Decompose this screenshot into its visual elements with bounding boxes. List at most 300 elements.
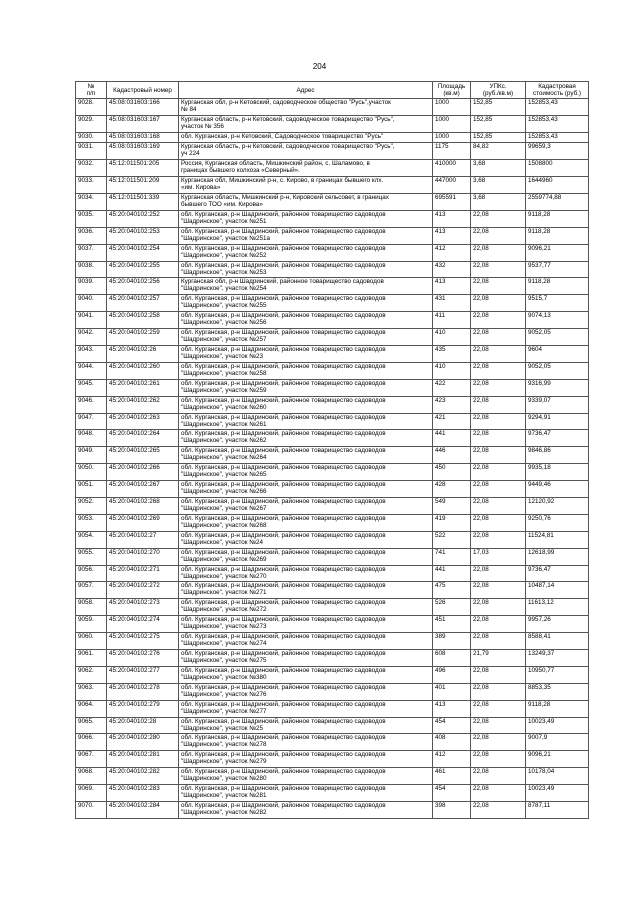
cost-value: 9074,13 — [526, 312, 589, 329]
header-cost: Кадастровая стоимость (руб.) — [526, 82, 589, 99]
row-number: 9066. — [76, 734, 107, 751]
upks-value: 22,08 — [471, 734, 526, 751]
address-line: "Шадринское", участок №282 — [181, 809, 267, 817]
row-number: 9030. — [76, 132, 107, 143]
row-number: 9052. — [76, 497, 107, 514]
row-number: 9063. — [76, 683, 107, 700]
address-cell — [179, 683, 433, 700]
upks-value: 22,08 — [471, 210, 526, 227]
upks-value: 22,08 — [471, 666, 526, 683]
row-number: 9044. — [76, 362, 107, 379]
upks-value: 22,08 — [471, 413, 526, 430]
area-value: 1000 — [433, 115, 471, 132]
address-line: обл. Курганская, р-н Кетовский, Садоводческое товарищество "Русь" — [181, 132, 384, 140]
table-row — [76, 464, 589, 481]
cadastral-number: 45:20:040102:281 — [107, 751, 179, 768]
address-cell — [179, 379, 433, 396]
cadastral-number: 45:20:040102:274 — [107, 616, 179, 633]
cost-value: 13249,37 — [526, 650, 589, 667]
address-line: "Шадринское", участок №262 — [181, 437, 267, 445]
table-row — [76, 447, 589, 464]
address-line: обл. Курганская, р-н Шадринский, районное товарищество садоводов — [181, 261, 386, 269]
area-value: 608 — [433, 650, 471, 667]
area-value: 1000 — [433, 132, 471, 143]
cadastral-number: 45:20:040102:272 — [107, 582, 179, 599]
address-cell — [179, 599, 433, 616]
address-cell — [179, 193, 433, 210]
address-line: "Шадринское", участок №264 — [181, 454, 267, 462]
cost-value: 10023,49 — [526, 785, 589, 802]
address-cell — [179, 278, 433, 295]
cost-value: 9250,76 — [526, 514, 589, 531]
address-cell — [179, 497, 433, 514]
cost-value: 9294,91 — [526, 413, 589, 430]
cost-value: 9096,21 — [526, 751, 589, 768]
row-number: 9035. — [76, 210, 107, 227]
header-address: Адрес — [179, 82, 433, 99]
address-line: "Шадринское", участок №24 — [181, 538, 264, 546]
upks-value: 22,08 — [471, 599, 526, 616]
address-cell — [179, 531, 433, 548]
address-cell — [179, 785, 433, 802]
table-row — [76, 430, 589, 447]
table-row — [76, 362, 589, 379]
row-number: 9058. — [76, 599, 107, 616]
address-cell — [179, 261, 433, 278]
address-line: участок № 356 — [181, 122, 224, 130]
area-value: 446 — [433, 447, 471, 464]
address-line: "Шадринское", участок №275 — [181, 657, 267, 664]
upks-value: 21,79 — [471, 650, 526, 667]
row-number: 9060. — [76, 633, 107, 650]
cost-value: 99659,3 — [526, 143, 589, 160]
address-cell — [179, 633, 433, 650]
upks-value: 22,08 — [471, 396, 526, 413]
table-row — [76, 734, 589, 751]
row-number: 9046. — [76, 396, 107, 413]
address-cell — [179, 177, 433, 194]
cadastral-number: 45:20:040102:278 — [107, 683, 179, 700]
table-row — [76, 193, 589, 210]
area-value: 1175 — [433, 143, 471, 160]
row-number: 9056. — [76, 565, 107, 582]
address-line: Курганская область, р-н Кетовский, садоводческое товарищество "Русь", — [181, 115, 395, 123]
upks-value: 22,08 — [471, 802, 526, 819]
cost-value: 9118,28 — [526, 278, 589, 295]
table-row — [76, 396, 589, 413]
upks-value: 22,08 — [471, 244, 526, 261]
address-line: обл. Курганская, р-н Шадринский, районное товарищество садоводов — [181, 531, 386, 539]
address-line: "Шадринское", участок №251а — [181, 234, 271, 242]
cost-value: 9118,28 — [526, 227, 589, 244]
address-line: "Шадринское", участок №265 — [181, 471, 267, 479]
upks-value: 152,85 — [471, 115, 526, 132]
area-value: 412 — [433, 751, 471, 768]
address-line: обл. Курганская, р-н Шадринский, районное товарищество садоводов — [181, 227, 386, 235]
upks-value: 22,08 — [471, 481, 526, 498]
upks-value: 22,08 — [471, 582, 526, 599]
cost-value: 8588,41 — [526, 633, 589, 650]
upks-value: 22,08 — [471, 497, 526, 514]
table-row — [76, 616, 589, 633]
cost-value: 8853,35 — [526, 683, 589, 700]
address-cell — [179, 514, 433, 531]
address-cell — [179, 616, 433, 633]
address-cell — [179, 447, 433, 464]
area-value: 428 — [433, 481, 471, 498]
cost-value: 9449,46 — [526, 481, 589, 498]
cadastral-number: 45:20:040102:263 — [107, 413, 179, 430]
area-value: 450 — [433, 464, 471, 481]
address-line: обл. Курганская, р-н Шадринский, районное товарищество садоводов — [181, 447, 386, 455]
cadastral-number: 45:20:040102:267 — [107, 481, 179, 498]
cost-value: 152853,43 — [526, 132, 589, 143]
upks-value: 22,08 — [471, 751, 526, 768]
address-line: "Шадринское", участок №278 — [181, 741, 267, 749]
row-number: 9070. — [76, 802, 107, 819]
cadastral-number: 45:20:040102:252 — [107, 210, 179, 227]
table-row — [76, 143, 589, 160]
address-line: «им. Кирова» — [181, 184, 221, 192]
row-number: 9062. — [76, 666, 107, 683]
cost-value: 1644960 — [526, 177, 589, 194]
cost-value: 152853,43 — [526, 99, 589, 116]
cadastral-number: 45:20:040102:282 — [107, 768, 179, 785]
address-cell — [179, 115, 433, 132]
area-value: 454 — [433, 785, 471, 802]
cost-value: 9052,05 — [526, 362, 589, 379]
address-line: "Шадринское", участок №273 — [181, 623, 267, 631]
address-cell — [179, 132, 433, 143]
row-number: 9045. — [76, 379, 107, 396]
address-cell — [179, 768, 433, 785]
cost-value: 10178,04 — [526, 768, 589, 785]
address-line: "Шадринское", участок №266 — [181, 488, 267, 496]
address-cell — [179, 700, 433, 717]
address-cell — [179, 802, 433, 819]
cadastral-number: 45:20:040102:254 — [107, 244, 179, 261]
table-row — [76, 99, 589, 116]
address-line: обл. Курганская, р-н Шадринский, районное товарищество садоводов — [181, 210, 386, 218]
area-value: 461 — [433, 768, 471, 785]
table-row — [76, 514, 589, 531]
area-value: 419 — [433, 514, 471, 531]
cost-value: 8787,11 — [526, 802, 589, 819]
cadastral-number: 45:20:040102:260 — [107, 362, 179, 379]
address-cell — [179, 582, 433, 599]
cadastral-number: 45:12:011501:205 — [107, 160, 179, 177]
address-line: обл. Курганская, р-н Шадринский, районное товарищество садоводов — [181, 329, 386, 337]
cadastral-number: 45:20:040102:266 — [107, 464, 179, 481]
cadastral-number: 45:08:031603:168 — [107, 132, 179, 143]
upks-value: 22,08 — [471, 616, 526, 633]
upks-value: 22,08 — [471, 379, 526, 396]
address-line: "Шадринское", участок №272 — [181, 606, 267, 614]
table-row — [76, 244, 589, 261]
address-line: обл. Курганская, р-н Шадринский, районное товарищество садоводов — [181, 650, 386, 657]
address-line: "Шадринское", участок №251 — [181, 217, 267, 225]
cadastral-number: 45:08:031603:167 — [107, 115, 179, 132]
upks-value: 3,68 — [471, 177, 526, 194]
header-num: № п/п — [76, 82, 107, 99]
address-cell — [179, 464, 433, 481]
address-line: границах бывшего колхоза «Северный». — [181, 167, 300, 175]
address-line: Курганская область, р-н Кетовский, садоводческое товарищество "Русь", — [181, 143, 395, 151]
upks-value: 22,08 — [471, 227, 526, 244]
address-line: "Шадринское", участок №258 — [181, 369, 267, 377]
table-row — [76, 115, 589, 132]
address-line: обл. Курганская, р-н Шадринский, районное товарищество садоводов — [181, 751, 386, 759]
area-value: 441 — [433, 565, 471, 582]
upks-value: 152,85 — [471, 132, 526, 143]
cost-value: 11524,81 — [526, 531, 589, 548]
area-value: 447000 — [433, 177, 471, 194]
address-line: "Шадринское", участок №271 — [181, 589, 267, 597]
cadastral-number: 45:20:040102:255 — [107, 261, 179, 278]
address-line: "Шадринское", участок №380 — [181, 673, 267, 681]
upks-value: 22,08 — [471, 295, 526, 312]
row-number: 9043. — [76, 345, 107, 362]
address-line: обл. Курганская, р-н Шадринский, районное товарищество садоводов — [181, 396, 386, 404]
area-value: 411 — [433, 312, 471, 329]
cost-value: 12618,99 — [526, 548, 589, 565]
address-line: обл. Курганская, р-н Шадринский, районное товарищество садоводов — [181, 633, 386, 641]
upks-value: 22,08 — [471, 768, 526, 785]
area-value: 435 — [433, 345, 471, 362]
cadastral-number: 45:12:011501:209 — [107, 177, 179, 194]
upks-value: 22,08 — [471, 633, 526, 650]
area-value: 522 — [433, 531, 471, 548]
row-number: 9036. — [76, 227, 107, 244]
cost-value: 9846,86 — [526, 447, 589, 464]
table-row — [76, 497, 589, 514]
cost-value: 9096,21 — [526, 244, 589, 261]
row-number: 9065. — [76, 717, 107, 734]
address-line: обл. Курганская, р-н Шадринский, районное товарищество садоводов — [181, 497, 386, 505]
cost-value: 9935,18 — [526, 464, 589, 481]
address-line: "Шадринское", участок №269 — [181, 555, 267, 563]
address-cell — [179, 345, 433, 362]
cost-value: 9007,9 — [526, 734, 589, 751]
row-number: 9042. — [76, 329, 107, 346]
upks-value: 3,68 — [471, 160, 526, 177]
address-line: "Шадринское", участок №276 — [181, 690, 267, 698]
area-value: 408 — [433, 734, 471, 751]
table-row — [76, 548, 589, 565]
row-number: 9038. — [76, 261, 107, 278]
upks-value: 22,08 — [471, 430, 526, 447]
cadastral-number: 45:20:040102:262 — [107, 396, 179, 413]
row-number: 9047. — [76, 413, 107, 430]
area-value: 549 — [433, 497, 471, 514]
address-cell — [179, 565, 433, 582]
row-number: 9040. — [76, 295, 107, 312]
table-row — [76, 565, 589, 582]
address-cell — [179, 244, 433, 261]
cadastral-number: 45:20:040102:271 — [107, 565, 179, 582]
cadastral-number: 45:20:040102:280 — [107, 734, 179, 751]
row-number: 9032. — [76, 160, 107, 177]
address-cell — [179, 329, 433, 346]
row-number: 9059. — [76, 616, 107, 633]
cadastral-number: 45:20:040102:270 — [107, 548, 179, 565]
address-line: обл. Курганская, р-н Шадринский, районное товарищество садоводов — [181, 464, 386, 472]
area-value: 431 — [433, 295, 471, 312]
address-line: обл. Курганская, р-н Шадринский, районное товарищество садоводов — [181, 582, 386, 590]
table-row — [76, 278, 589, 295]
cadastral-number: 45:20:040102:284 — [107, 802, 179, 819]
table-row — [76, 481, 589, 498]
table-row — [76, 329, 589, 346]
address-line: обл. Курганская, р-н Шадринский, районное товарищество садоводов — [181, 717, 386, 725]
address-line: Курганская область, Мишкинский р-н, Кировский сельсовет, в границах — [181, 193, 389, 201]
address-line: "Шадринское", участок №23 — [181, 352, 264, 360]
area-value: 422 — [433, 379, 471, 396]
address-line: обл. Курганская, р-н Шадринский, районное товарищество садоводов — [181, 514, 386, 522]
address-cell — [179, 717, 433, 734]
address-cell — [179, 548, 433, 565]
address-line: "Шадринское", участок №253 — [181, 268, 267, 276]
table-row — [76, 345, 589, 362]
table-row — [76, 379, 589, 396]
cadastral-number: 45:20:040102:269 — [107, 514, 179, 531]
address-line: обл. Курганская, р-н Шадринский, районное товарищество садоводов — [181, 599, 386, 607]
table-row — [76, 582, 589, 599]
table-row — [76, 683, 589, 700]
cadastral-number: 45:20:040102:277 — [107, 666, 179, 683]
row-number: 9069. — [76, 785, 107, 802]
address-line: Россия, Курганская область, Мишкинский район, с. Шаламово, в — [181, 160, 370, 168]
cost-value: 10023,49 — [526, 717, 589, 734]
row-number: 9051. — [76, 481, 107, 498]
cost-value: 9339,07 — [526, 396, 589, 413]
cost-value: 9957,26 — [526, 616, 589, 633]
cadastral-number: 45:20:040102:279 — [107, 700, 179, 717]
upks-value: 22,08 — [471, 278, 526, 295]
cost-value: 2559774,88 — [526, 193, 589, 210]
cadastral-number: 45:20:040102:275 — [107, 633, 179, 650]
cost-value: 9052,05 — [526, 329, 589, 346]
row-number: 9033. — [76, 177, 107, 194]
address-line: Курганская обл, Мишкинский р-н, с. Кирово, в границах бывшего клх. — [181, 177, 384, 185]
upks-value: 22,08 — [471, 785, 526, 802]
area-value: 398 — [433, 802, 471, 819]
row-number: 9057. — [76, 582, 107, 599]
address-line: обл. Курганская, р-н Шадринский, районное товарищество садоводов — [181, 548, 386, 556]
cost-value: 9604 — [526, 345, 589, 362]
area-value: 451 — [433, 616, 471, 633]
area-value: 389 — [433, 633, 471, 650]
area-value: 475 — [433, 582, 471, 599]
area-value: 432 — [433, 261, 471, 278]
upks-value: 22,08 — [471, 362, 526, 379]
table-row — [76, 531, 589, 548]
address-line: обл. Курганская, р-н Шадринский, районное товарищество садоводов — [181, 768, 386, 776]
address-line: обл. Курганская, р-н Шадринский, районное товарищество садоводов — [181, 312, 386, 320]
address-line: обл. Курганская, р-н Шадринский, районное товарищество садоводов — [181, 666, 386, 674]
area-value: 401 — [433, 683, 471, 700]
row-number: 9031. — [76, 143, 107, 160]
address-cell — [179, 666, 433, 683]
address-line: "Шадринское", участок №25 — [181, 724, 264, 732]
table-row — [76, 717, 589, 734]
cadastral-number: 45:12:011501:339 — [107, 193, 179, 210]
upks-value: 84,82 — [471, 143, 526, 160]
upks-value: 22,08 — [471, 683, 526, 700]
address-line: уч 224 — [181, 150, 200, 158]
address-line: обл. Курганская, р-н Шадринский, районное товарищество садоводов — [181, 379, 386, 387]
cadastral-number: 45:20:040102:257 — [107, 295, 179, 312]
area-value: 454 — [433, 717, 471, 734]
address-line: "Шадринское", участок №259 — [181, 386, 267, 394]
address-line: "Шадринское", участок №274 — [181, 640, 267, 648]
row-number: 9068. — [76, 768, 107, 785]
cost-value: 11613,12 — [526, 599, 589, 616]
cost-value: 10487,14 — [526, 582, 589, 599]
table-row — [76, 751, 589, 768]
table-row — [76, 261, 589, 278]
address-line: обл. Курганская, р-н Шадринский, районное товарищество садоводов — [181, 734, 386, 742]
row-number: 9061. — [76, 650, 107, 667]
address-cell — [179, 160, 433, 177]
header-upks: УПКс. (руб./кв.м) — [471, 82, 526, 99]
row-number: 9029. — [76, 115, 107, 132]
area-value: 1000 — [433, 99, 471, 116]
address-line: "Шадринское", участок №279 — [181, 758, 267, 766]
address-line: обл. Курганская, р-н Шадринский, районное товарищество садоводов — [181, 413, 386, 421]
table-header-row — [76, 82, 589, 99]
table-row — [76, 633, 589, 650]
area-value: 413 — [433, 210, 471, 227]
cadastral-number: 45:20:040102:256 — [107, 278, 179, 295]
address-cell — [179, 430, 433, 447]
address-cell — [179, 312, 433, 329]
table-row — [76, 700, 589, 717]
area-value: 526 — [433, 599, 471, 616]
address-line: "Шадринское", участок №261 — [181, 420, 267, 428]
table-row — [76, 312, 589, 329]
address-line: обл. Курганская, р-н Шадринский, районное товарищество садоводов — [181, 295, 386, 303]
cadastral-number: 45:20:040102:27 — [107, 531, 179, 548]
address-cell — [179, 99, 433, 116]
area-value: 410 — [433, 362, 471, 379]
cost-value: 12120,92 — [526, 497, 589, 514]
area-value: 441 — [433, 430, 471, 447]
area-value: 412 — [433, 244, 471, 261]
address-line: Курганская обл, р-н Кетовский, садоводческое общество "Русь",участок — [181, 99, 391, 106]
address-cell — [179, 227, 433, 244]
address-line: "Шадринское", участок №255 — [181, 302, 267, 310]
table-row — [76, 413, 589, 430]
address-line: "Шадринское", участок №260 — [181, 403, 267, 411]
area-value: 413 — [433, 227, 471, 244]
row-number: 9037. — [76, 244, 107, 261]
cost-value: 9537,77 — [526, 261, 589, 278]
area-value: 695591 — [433, 193, 471, 210]
upks-value: 22,08 — [471, 565, 526, 582]
upks-value: 22,08 — [471, 531, 526, 548]
table-row — [76, 599, 589, 616]
area-value: 410 — [433, 329, 471, 346]
cost-value: 152853,43 — [526, 115, 589, 132]
cadastral-number: 45:08:031603:166 — [107, 99, 179, 116]
address-line: "Шадринское", участок №257 — [181, 336, 267, 344]
table-row — [76, 295, 589, 312]
upks-value: 22,08 — [471, 717, 526, 734]
row-number: 9050. — [76, 464, 107, 481]
area-value: 413 — [433, 700, 471, 717]
cadastral-number: 45:20:040102:268 — [107, 497, 179, 514]
